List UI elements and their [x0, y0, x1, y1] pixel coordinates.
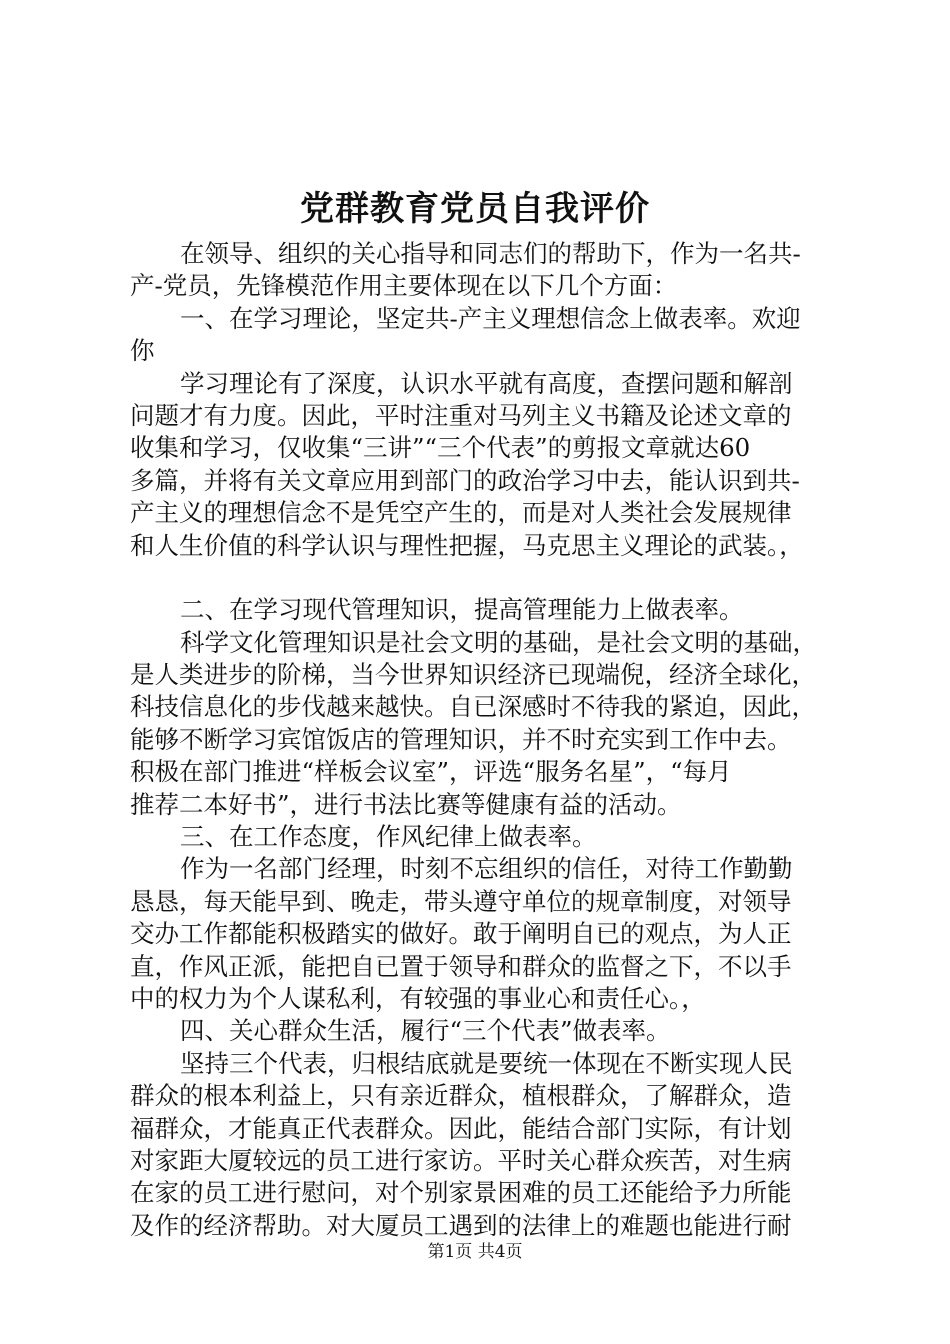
- section-heading: 三、在工作态度，作风纪律上做表率。: [180, 822, 597, 852]
- text-line: 产-党员，先锋模范作用主要体现在以下几个方面：: [130, 271, 678, 301]
- text-line: 积极在部门推进“样板会议室”，评选“服务名星”，“每月: [130, 757, 732, 787]
- text-line: 在领导、组织的关心指导和同志们的帮助下，作为一名共-: [180, 239, 801, 268]
- text-line: 产主义的理想信念不是凭空产生的，而是对人类社会发展规律: [130, 498, 792, 528]
- text-line: 问题才有力度。因此，平时注重对马列主义书籍及论述文章的: [130, 400, 792, 430]
- text-line: 能够不断学习宾馆饭店的管理知识，并不时充实到工作中去。: [130, 724, 792, 754]
- text-line: 是人类进步的阶梯，当今世界知识经济已现端倪，经济全球化，: [130, 660, 816, 690]
- text-line: 学习理论有了深度，认识水平就有高度，查摆问题和解剖: [180, 368, 793, 398]
- text-line: 对家距大厦较远的员工进行家访。平时关心群众疾苦，对生病: [130, 1145, 792, 1175]
- page-number-footer: 第1页 共4页: [427, 1242, 523, 1262]
- text-line: 及作的经济帮助。对大厦员工遇到的法律上的难题也能进行耐: [130, 1210, 792, 1240]
- text-line: 直，作风正派，能把自已置于领导和群众的监督之下，不以手: [130, 951, 792, 981]
- section-heading: 一、在学习理论，坚定共-产主义理想信念上做表率。欢迎: [180, 303, 801, 333]
- text-line: 作为一名部门经理，时刻不忘组织的信任，对待工作勤勤: [180, 854, 793, 884]
- text-line: 收集和学习，仅收集“三讲”“三个代表”的剪报文章就达60: [130, 433, 751, 463]
- section-heading: 四、关心群众生活，履行“三个代表”做表率。: [180, 1016, 671, 1046]
- text-line: 坚持三个代表，归根结底就是要统一体现在不断实现人民: [180, 1048, 793, 1078]
- text-line: 多篇，并将有关文章应用到部门的政治学习中去，能认识到共-: [130, 465, 800, 495]
- section-heading: 二、在学习现代管理知识，提高管理能力上做表率。: [180, 595, 744, 625]
- text-line: 群众的根本利益上，只有亲近群众，植根群众，了解群众，造: [130, 1081, 792, 1111]
- document-title: 党群教育党员自我评价: [300, 189, 650, 229]
- text-line: 推荐二本好书”，进行书法比赛等健康有益的活动。: [130, 789, 682, 819]
- text-line: 中的权力为个人谋私利，有较强的事业心和责任心。，: [130, 983, 706, 1013]
- text-line: 你: [130, 336, 155, 366]
- blank-line: [130, 562, 850, 594]
- text-line: 福群众，才能真正代表群众。因此，能结合部门实际，有计划: [130, 1113, 792, 1143]
- text-line: 交办工作都能积极踏实的做好。敢于阐明自已的观点，为人正: [130, 919, 792, 949]
- text-line: 和人生价值的科学认识与理性把握，马克思主义理论的武装。，: [130, 530, 804, 560]
- text-line: 科技信息化的步伐越来越快。自已深感时不待我的紧迫，因此，: [130, 692, 816, 722]
- text-line: 在家的员工进行慰问，对个别家景困难的员工还能给予力所能: [130, 1178, 792, 1208]
- text-line: 科学文化管理知识是社会文明的基础，是社会文明的基础，: [180, 627, 817, 657]
- document-body: [130, 238, 850, 1242]
- text-line: 恳恳，每天能早到、晚走，带头遵守单位的规章制度，对领导: [130, 886, 792, 916]
